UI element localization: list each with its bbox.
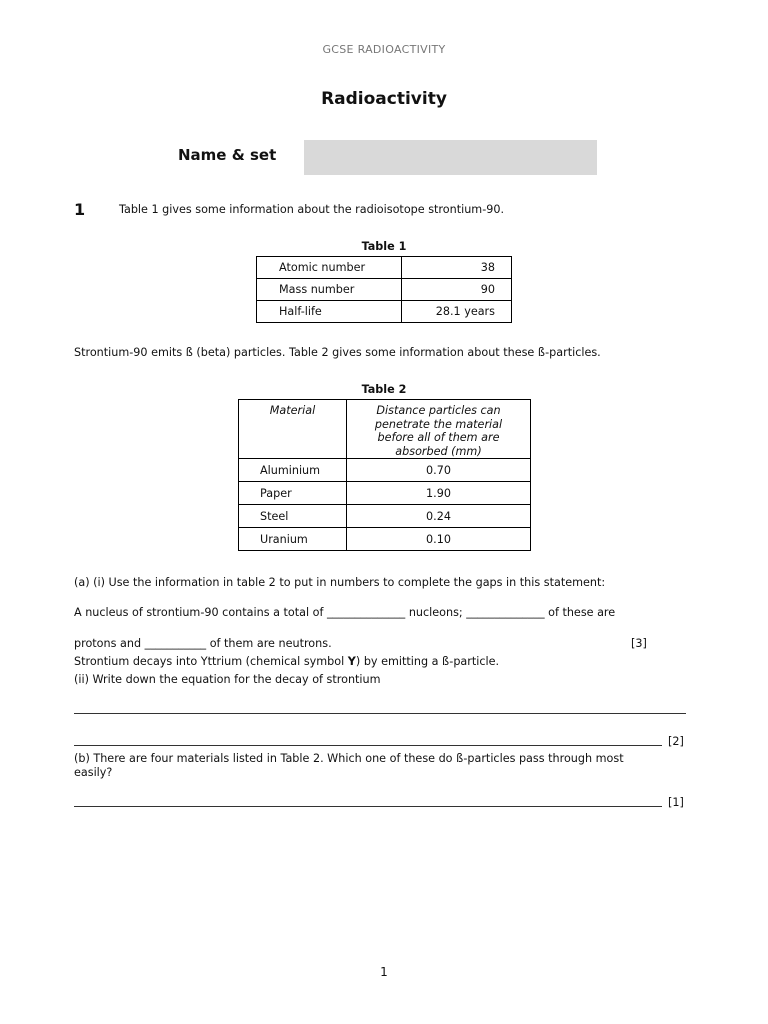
page-header: GCSE RADIOACTIVITY xyxy=(322,43,446,56)
answer-line-a-ii-1[interactable] xyxy=(74,713,686,714)
table2-material: Steel xyxy=(239,505,347,528)
table2-row xyxy=(239,459,531,482)
decay-text xyxy=(74,655,499,669)
table2-material: Aluminium xyxy=(239,459,347,482)
table1-value: 90 xyxy=(402,279,512,301)
table2-header-distance-text: Distance particles can penetrate the material before all of them are absorbed (mm) xyxy=(374,404,503,458)
statement-line-2: protons and ___________ of them are neutrons. xyxy=(74,637,332,650)
table2-distance: 0.70 xyxy=(347,459,531,482)
table1-value: 38 xyxy=(402,257,512,279)
part-a-ii-instruction: (ii) Write down the equation for the decay of strontium xyxy=(74,673,381,686)
table1-row xyxy=(257,301,512,323)
table1-row xyxy=(257,257,512,279)
table2-distance: 1.90 xyxy=(347,482,531,505)
beta-particles-text: Strontium-90 emits ß (beta) particles. Table 2 gives some information about these ß-particles. xyxy=(74,346,601,359)
marks-b: [1] xyxy=(668,796,684,809)
page-title: Radioactivity xyxy=(321,89,447,109)
page-number: 1 xyxy=(380,965,388,979)
decay-text-suffix: ) by emitting a ß-particle. xyxy=(355,655,500,668)
table2-row xyxy=(239,482,531,505)
marks-a-ii: [2] xyxy=(668,735,684,748)
table2-header-row xyxy=(239,400,531,459)
table1-value: 28.1 years xyxy=(402,301,512,323)
question-intro: Table 1 gives some information about the radioisotope strontium-90. xyxy=(119,203,505,216)
statement-line-1: A nucleus of strontium-90 contains a total of ______________ nucleons; ______________ of these are xyxy=(74,606,616,619)
table1-caption: Table 1 xyxy=(361,240,407,253)
decay-text-prefix: Strontium decays into Yttrium (chemical symbol xyxy=(74,655,348,668)
yttrium-symbol: Y xyxy=(347,655,356,668)
table2-material: Paper xyxy=(239,482,347,505)
table2-row xyxy=(239,528,531,551)
table2-header-distance xyxy=(347,400,531,459)
table2-row xyxy=(239,505,531,528)
name-set-label: Name & set xyxy=(178,146,277,164)
part-b-question-line-2: easily? xyxy=(74,766,113,779)
table1-row xyxy=(257,279,512,301)
table2-distance: 0.24 xyxy=(347,505,531,528)
table1-label: Atomic number xyxy=(257,257,402,279)
table1 xyxy=(256,256,512,323)
name-set-field[interactable] xyxy=(304,140,597,175)
table2 xyxy=(238,399,531,551)
table1-label: Mass number xyxy=(257,279,402,301)
table1-label: Half-life xyxy=(257,301,402,323)
part-b-question-line-1: (b) There are four materials listed in Table 2. Which one of these do ß-particles pass through most xyxy=(74,752,624,765)
table2-material: Uranium xyxy=(239,528,347,551)
answer-line-b[interactable] xyxy=(74,806,662,807)
part-a-i-instruction: (a) (i) Use the information in table 2 to put in numbers to complete the gaps in this statement: xyxy=(74,576,606,589)
table2-distance: 0.10 xyxy=(347,528,531,551)
question-number: 1 xyxy=(74,200,86,219)
table2-header-material: Material xyxy=(239,400,347,459)
answer-line-a-ii-2[interactable] xyxy=(74,745,662,746)
marks-a-i: [3] xyxy=(631,637,647,650)
table2-caption: Table 2 xyxy=(361,383,407,396)
